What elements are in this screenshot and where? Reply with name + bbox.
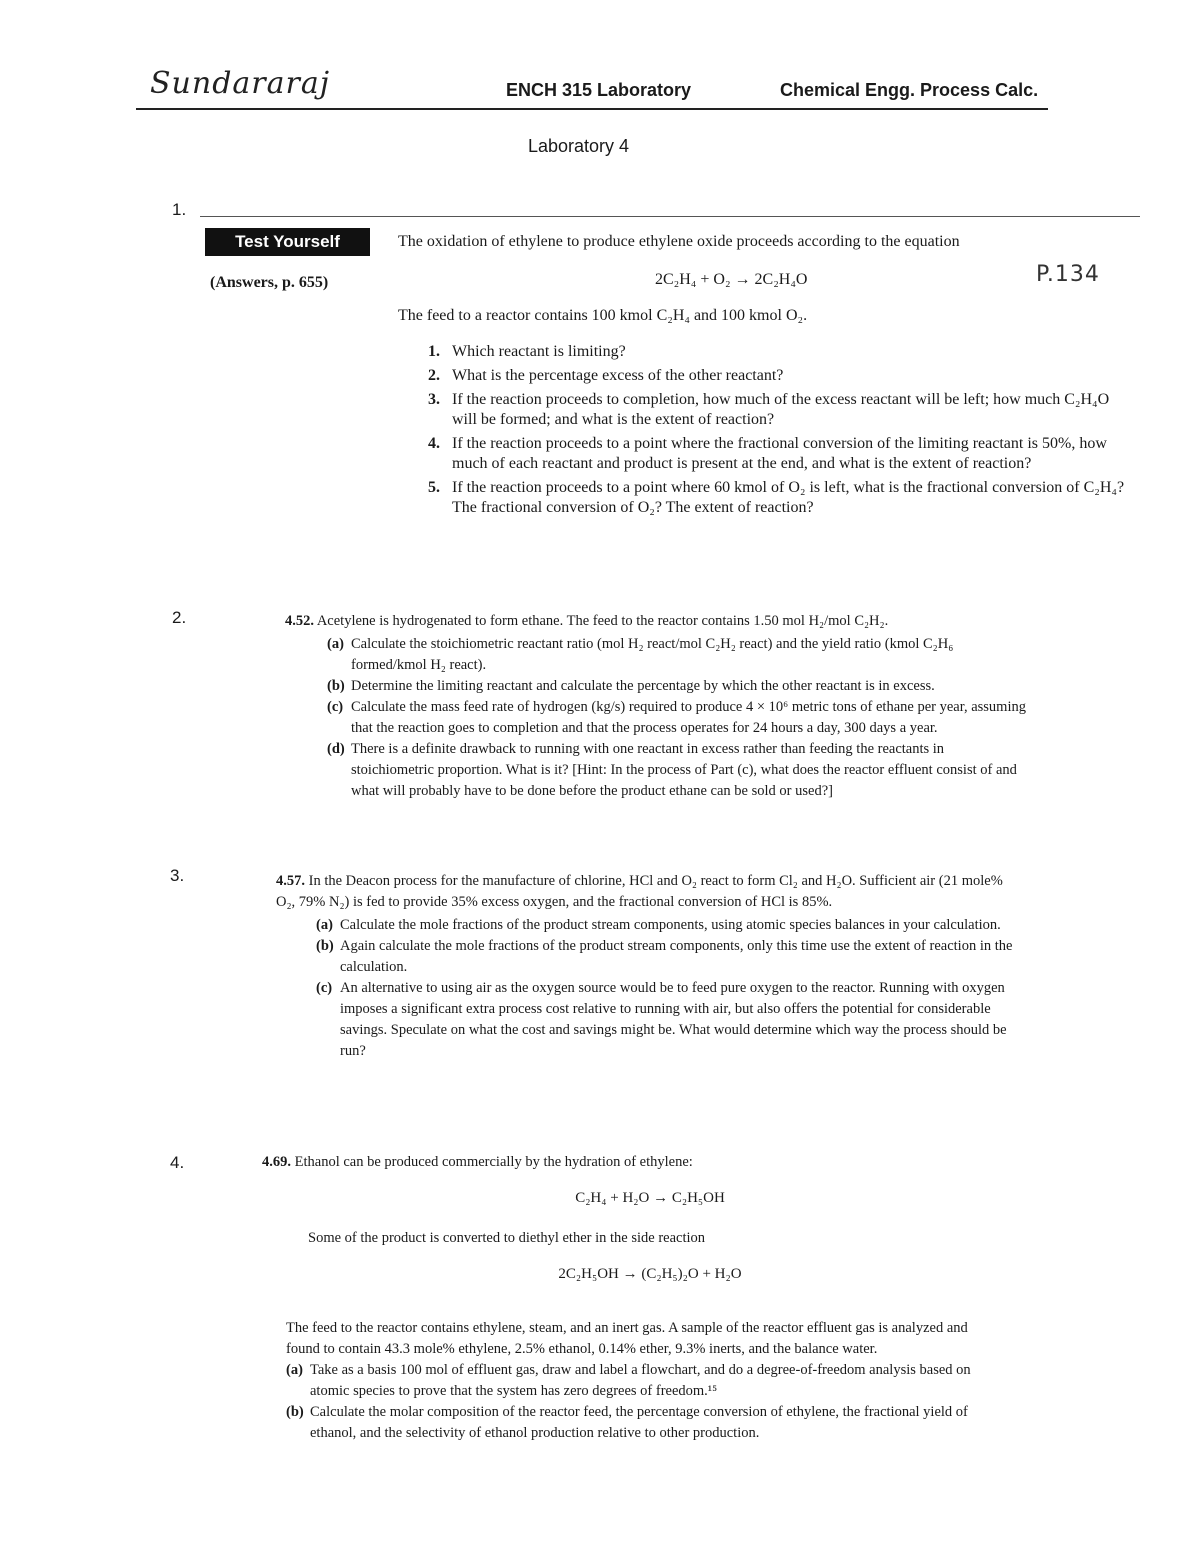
question-number-2: 2.: [172, 608, 187, 627]
question-number-1: 1.: [172, 200, 187, 219]
list-item: (d) There is a definite drawback to running with one reactant in excess rather than feeding the reactants in stoichiometric proportion. What is it? [Hint: In the process of Part (c), what does the reactor effluent consist of and what will probably have to be done before the product ethane can be sold or used?]: [327, 741, 1017, 799]
question-number-4: 4.: [170, 1153, 185, 1172]
list-item: (b) Determine the limiting reactant and calculate the percentage by which the other reactant is in excess.: [327, 678, 935, 694]
answers-reference: (Answers, p. 655): [210, 274, 329, 291]
side-reaction-text: Some of the product is converted to diethyl ether in the side reaction: [308, 1230, 706, 1246]
list-item: 3. If the reaction proceeds to completion, how much of the excess reactant will be left; how much C₂H₄O will be formed; and what is the extent of reaction?: [428, 391, 1110, 428]
course-title: ENCH 315 Laboratory: [506, 80, 692, 100]
question-number-3: 3.: [170, 866, 185, 885]
test-yourself-badge: Test Yourself: [205, 228, 370, 256]
problem-stem: In the Deacon process for the manufacture of chlorine, HCl and O₂ react to form Cl₂ and H₂O. Sufficient air (21 mole% O₂, 79% N₂) is fed to provide 35% excess oxygen, and the fractional conversion of HCl is 85%.: [276, 873, 1003, 910]
list-item: 2. What is the percentage excess of the other reactant?: [428, 367, 784, 384]
student-name: Sundararaj: [150, 66, 331, 101]
list-item: (c) An alternative to using air as the oxygen source would be to feed pure oxygen to the reactor. Running with oxygen imposes a significant extra process cost relative to running with air, but also offers the potential for considerable savings. Speculate on what the cost and savings might be. What would determine which way the process should be run?: [316, 980, 1007, 1059]
problem-stem: Ethanol can be produced commercially by the hydration of ethylene:: [294, 1154, 693, 1170]
list-item: (a) Calculate the mole fractions of the product stream components, using atomic species balances in your calculation.: [316, 917, 1001, 933]
list-item: (b) Calculate the molar composition of the reactor feed, the percentage conversion of ethylene, the fractional yield of ethanol, and the selectivity of ethanol production relative to other production.: [286, 1404, 968, 1441]
q1-intro: The oxidation of ethylene to produce ethylene oxide proceeds according to the equation: [398, 233, 960, 250]
feed-description: The feed to the reactor contains ethylene, steam, and an inert gas. A sample of the reactor effluent gas is analyzed and found to contain 43.3 mole% ethylene, 2.5% ethanol, 0.14% ether, 9.3% inerts, and the balance water.: [286, 1320, 968, 1357]
handwritten-page-note: P.134: [1036, 262, 1100, 287]
problem-number: 4.57.: [276, 873, 305, 889]
header-divider: [136, 108, 1048, 110]
list-item: 4. If the reaction proceeds to a point where the fractional conversion of the limiting reactant is 50%, how much of each reactant and product is present at the end, and what is the extent of reaction?: [428, 435, 1107, 472]
list-item: 1. Which reactant is limiting?: [428, 343, 626, 360]
page-title: Laboratory 4: [528, 136, 630, 156]
problem-parts: [327, 634, 1030, 802]
q1-question-list: [428, 342, 1133, 522]
list-item: 5. If the reaction proceeds to a point where 60 kmol of O₂ is left, what is the fractional conversion of C₂H₄? The fractional conversion of O₂? The extent of reaction?: [428, 479, 1125, 516]
test-yourself-divider: [200, 216, 1140, 217]
q1-feed: The feed to a reactor contains 100 kmol C₂H₄ and 100 kmol O₂.: [398, 307, 808, 324]
list-item: (a) Take as a basis 100 mol of effluent gas, draw and label a flowchart, and do a degree-of-freedom analysis based on atomic species to prove that the system has zero degrees of freedom.¹⁵: [286, 1362, 971, 1399]
problem-4-69-stem: [262, 1152, 802, 1173]
list-item: (c) Calculate the mass feed rate of hydrogen (kg/s) required to produce 4 × 10⁶ metric tons of ethane per year, assuming that the reaction goes to completion and that the process operates for 24 hours a day, 300 days a year.: [327, 699, 1026, 736]
problem-parts: [286, 1360, 998, 1444]
course-subject: Chemical Engg. Process Calc.: [780, 80, 1039, 100]
problem-number: 4.69.: [262, 1154, 291, 1170]
problem-4-52: [285, 611, 1030, 802]
problem-stem: Acetylene is hydrogenated to form ethane. The feed to the reactor contains 1.50 mol H₂/mol C₂H₂.: [316, 613, 889, 629]
list-item: (b) Again calculate the mole fractions of the product stream components, only this time use the extent of reaction in the calculation.: [316, 938, 1013, 975]
problem-4-69-body: [286, 1318, 998, 1444]
q1-equation: 2C₂H₄ + O₂ → 2C₂H₄O: [655, 271, 808, 288]
problem-number: 4.52.: [285, 613, 314, 629]
list-item: (a) Calculate the stoichiometric reactant ratio (mol H₂ react/mol C₂H₂ react) and the yield ratio (kmol C₂H₆ formed/kmol H₂ react).: [327, 636, 954, 673]
problem-4-57: [276, 871, 1022, 1062]
equation-side-reaction: 2C₂H₅OH → (C₂H₅)₂O + H₂O: [558, 1266, 742, 1282]
problem-parts: [316, 915, 1022, 1062]
equation-hydration: C₂H₄ + H₂O → C₂H₅OH: [575, 1190, 725, 1206]
